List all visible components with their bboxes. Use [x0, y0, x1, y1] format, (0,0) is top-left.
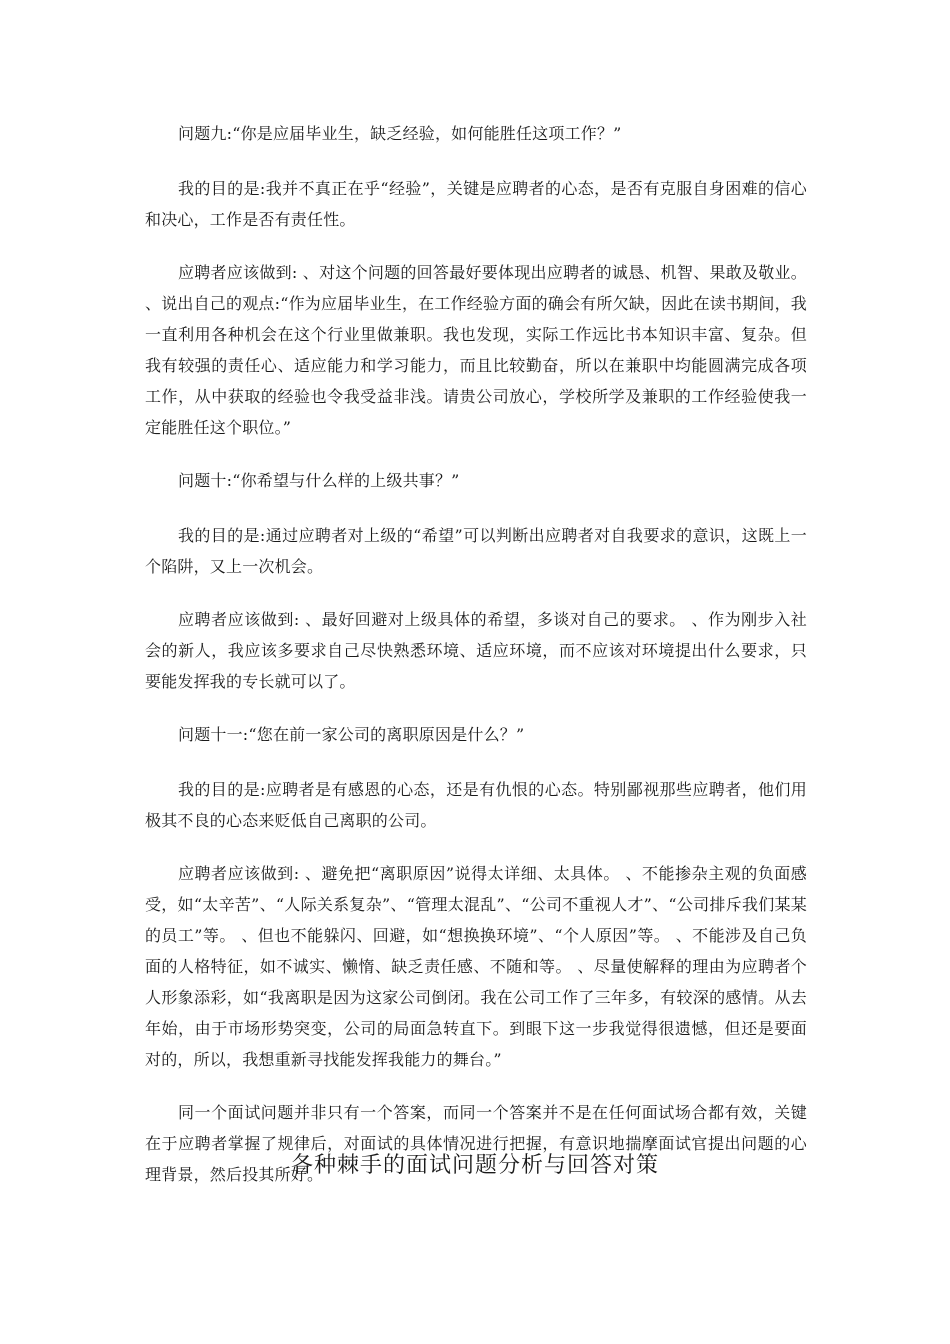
- answer-eleven: 应聘者应该做到: 、避免把“离职原因”说得太详细、太具体。 、不能掺杂主观的负面感受，如“太辛苦”、“人际关系复杂”、“管理太混乱”、“公司不重视人才”、“公司排斥我们某某的员工”等。 、但也不能躲闪、回避，如“想换换环境”、“个人原因”等。 、不能涉及自己负面的人格特征，如不诚实、懒惰、缺乏责任感、不随和等。 、尽量使解释的理由为应聘者个人形象添彩，如“我离职是因为这家公司倒闭。我在公司工作了三年多，有较深的感情。从去年始，由于市场形势突变，公司的局面急转直下。到眼下这一步我觉得很遗憾，但还是要面对的，所以，我想重新寻找能发挥我能力的舞台。”: [145, 864, 807, 1069]
- section-heading: 各种棘手的面试问题分析与回答对策: [290, 1153, 659, 1178]
- summary-paragraph: 同一个面试问题并非只有一个答案，而同一个答案并不是在任何面试场合都有效，关键在于应聘者掌握了规律后，对面试的具体情况进行把握，有意识地揣摩面试官提出问题的心理背景，然后投其所好。: [145, 1103, 807, 1184]
- purpose-eleven: 我的目的是:应聘者是有感恩的心态，还是有仇恨的心态。特别鄙视那些应聘者，他们用极其不良的心态来贬低自己离职的公司。: [145, 780, 807, 830]
- question-nine: 问题九:“你是应届毕业生，缺乏经验，如何能胜任这项工作？”: [178, 124, 622, 143]
- answer-nine: 应聘者应该做到: 、对这个问题的回答最好要体现出应聘者的诚恳、机智、果敢及敬业。 、说出自己的观点:“作为应届毕业生，在工作经验方面的确会有所欠缺，因此在读书期间，我一直利用各种机会在这个行业里做兼职。我也发现，实际工作远比书本知识丰富、复杂。但我有较强的责任心、适应能力和学习能力，而且比较勤奋，所以在兼职中均能圆满完成各项工作，从中获取的经验也令我受益非浅。请贵公司放心，学校所学及兼职的工作经验使我一定能胜任这个职位。”: [145, 263, 807, 437]
- purpose-ten: 我的目的是:通过应聘者对上级的“希望”可以判断出应聘者对自我要求的意识，这既上一个陷阱，又上一次机会。: [145, 526, 807, 576]
- purpose-nine: 我的目的是:我并不真正在乎“经验”，关键是应聘者的心态，是否有克服自身困难的信心和决心，工作是否有责任性。: [145, 179, 807, 229]
- document-body: [145, 118, 807, 1212]
- question-ten: 问题十:“你希望与什么样的上级共事？”: [178, 471, 460, 490]
- question-eleven: 问题十一:“您在前一家公司的离职原因是什么？”: [178, 725, 525, 744]
- answer-ten: 应聘者应该做到: 、最好回避对上级具体的希望，多谈对自己的要求。 、作为刚步入社会的新人，我应该多要求自己尽快熟悉环境、适应环境，而不应该对环境提出什么要求，只要能发挥我的专长就可以了。: [145, 610, 807, 691]
